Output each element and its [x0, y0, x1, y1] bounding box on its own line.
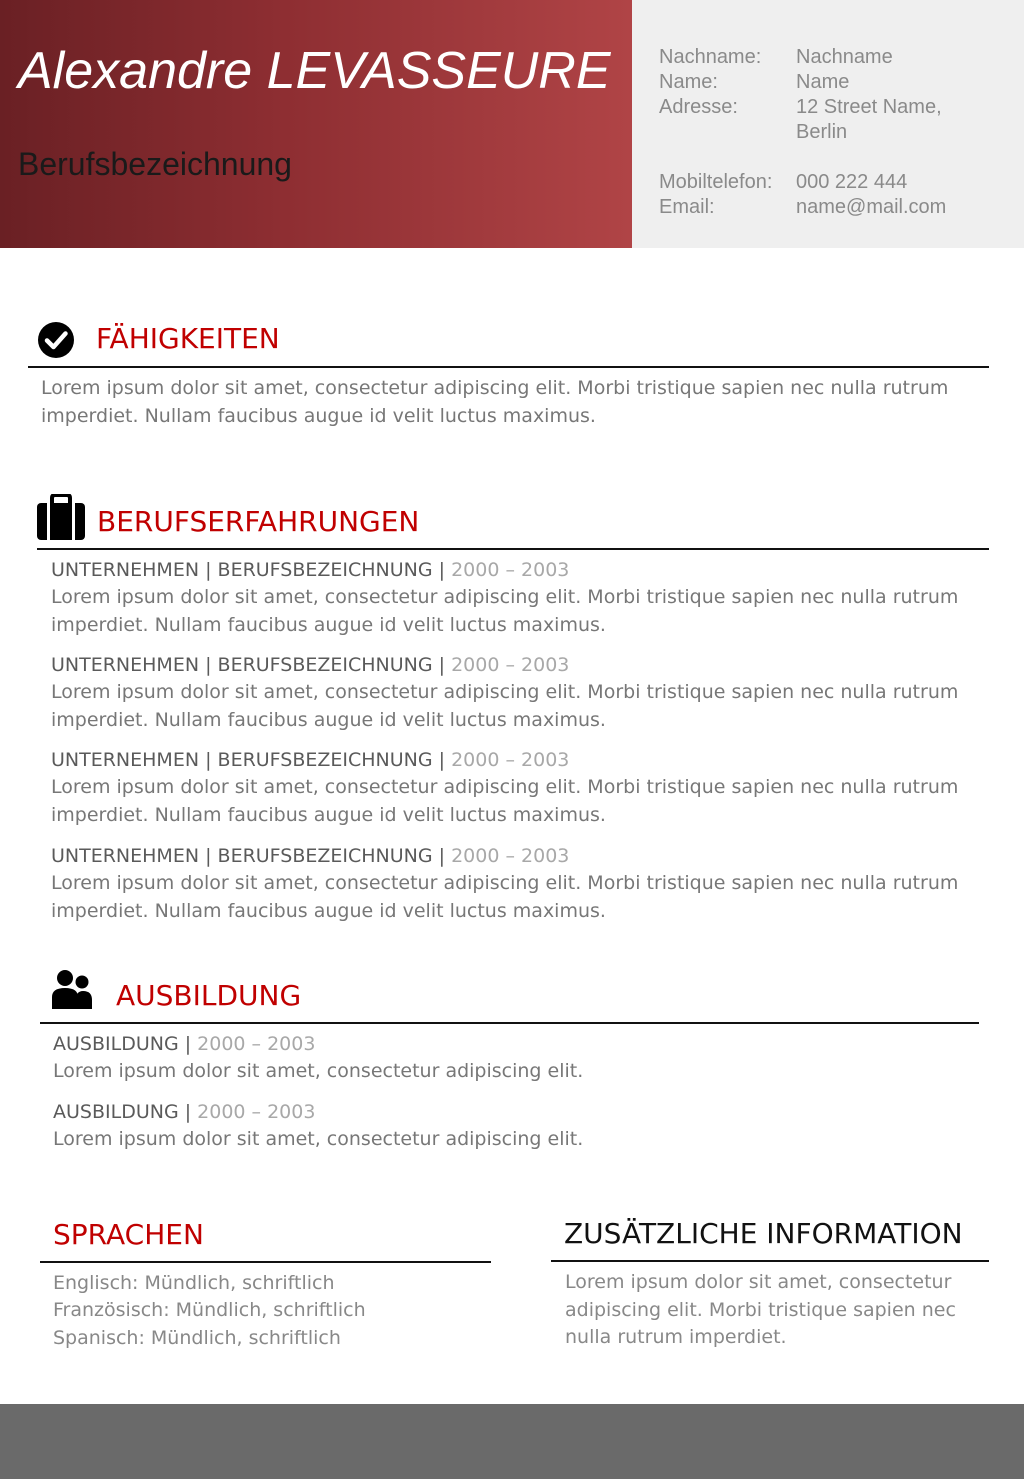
- education-entry-text: Lorem ipsum dolor sit amet, consectetur adipiscing elit.: [53, 1128, 584, 1150]
- education-entry-text: Lorem ipsum dolor sit amet, consectetur adipiscing elit.: [53, 1060, 584, 1082]
- education-divider: [40, 1022, 979, 1024]
- header-band: [0, 0, 632, 248]
- contact-label: Email:: [659, 196, 715, 218]
- language-item: Spanisch: Mündlich, schriftlich: [53, 1327, 341, 1349]
- contact-label: Nachname:: [659, 46, 762, 68]
- entry-dates: 2000 – 2003: [451, 749, 570, 771]
- contact-label: Adresse:: [659, 96, 738, 118]
- contact-value: 12 Street Name,: [796, 96, 942, 118]
- contact-value: 000 222 444: [796, 171, 908, 193]
- experience-entry-head: [51, 843, 569, 871]
- additional-info-text: Lorem ipsum dolor sit amet, consectetur adipiscing elit. Morbi tristique sapien nec nulla rutrum imperdiet.: [565, 1271, 956, 1348]
- entry-company-title: UNTERNEHMEN | BERUFSBEZEICHNUNG |: [51, 559, 446, 581]
- experience-entry-text: Lorem ipsum dolor sit amet, consectetur adipiscing elit. Morbi tristique sapien nec nulla rutrum imperdiet. Nullam faucibus augue id velit luctus maximus.: [51, 681, 959, 731]
- job-title: Berufsbezeichnung: [18, 146, 292, 182]
- experience-divider: [37, 548, 989, 550]
- footer-bar: [0, 1404, 1024, 1479]
- candidate-name: Alexandre LEVASSEURE: [18, 42, 611, 100]
- contact-value: Berlin: [796, 121, 848, 143]
- language-item: Französisch: Mündlich, schriftlich: [53, 1299, 366, 1321]
- languages-title: SPRACHEN: [53, 1218, 204, 1251]
- contact-label: Name:: [659, 71, 718, 93]
- skills-divider: [28, 366, 989, 368]
- education-entry-head: [53, 1031, 315, 1059]
- people-icon: [52, 969, 92, 1009]
- education-title: AUSBILDUNG: [116, 979, 302, 1012]
- entry-dates: 2000 – 2003: [197, 1101, 316, 1123]
- contact-value: name@mail.com: [796, 196, 947, 218]
- education-entry-head: [53, 1099, 315, 1127]
- contact-panel: [632, 0, 1024, 248]
- skills-text: Lorem ipsum dolor sit amet, consectetur adipiscing elit. Morbi tristique sapien nec nulla rutrum imperdiet. Nullam faucibus augue id velit luctus maximus.: [41, 377, 949, 427]
- checkmark-circle-icon: [37, 321, 75, 359]
- entry-company-title: UNTERNEHMEN | BERUFSBEZEICHNUNG |: [51, 845, 446, 867]
- entry-company-title: UNTERNEHMEN | BERUFSBEZEICHNUNG |: [51, 749, 446, 771]
- entry-dates: 2000 – 2003: [451, 654, 570, 676]
- experience-entry-head: [51, 652, 569, 680]
- entry-dates: 2000 – 2003: [451, 845, 570, 867]
- experience-entry-head: [51, 557, 569, 585]
- experience-title: BERUFSERFAHRUNGEN: [97, 505, 420, 538]
- experience-entry-text: Lorem ipsum dolor sit amet, consectetur adipiscing elit. Morbi tristique sapien nec nulla rutrum imperdiet. Nullam faucibus augue id velit luctus maximus.: [51, 872, 959, 922]
- entry-degree: AUSBILDUNG |: [53, 1033, 192, 1055]
- experience-entry-text: Lorem ipsum dolor sit amet, consectetur adipiscing elit. Morbi tristique sapien nec nulla rutrum imperdiet. Nullam faucibus augue id velit luctus maximus.: [51, 776, 959, 826]
- entry-dates: 2000 – 2003: [197, 1033, 316, 1055]
- skills-title: FÄHIGKEITEN: [96, 322, 280, 355]
- briefcase-icon: [37, 494, 85, 540]
- language-item: Englisch: Mündlich, schriftlich: [53, 1272, 335, 1294]
- entry-degree: AUSBILDUNG |: [53, 1101, 192, 1123]
- entry-company-title: UNTERNEHMEN | BERUFSBEZEICHNUNG |: [51, 654, 446, 676]
- experience-entry-text: Lorem ipsum dolor sit amet, consectetur adipiscing elit. Morbi tristique sapien nec nulla rutrum imperdiet. Nullam faucibus augue id velit luctus maximus.: [51, 586, 959, 636]
- entry-dates: 2000 – 2003: [451, 559, 570, 581]
- contact-label: Mobiltelefon:: [659, 171, 773, 193]
- languages-divider: [40, 1261, 491, 1263]
- additional-info-divider: [551, 1260, 989, 1262]
- contact-value: Name: [796, 71, 850, 93]
- experience-entry-head: [51, 747, 569, 775]
- contact-value: Nachname: [796, 46, 893, 68]
- additional-info-title: ZUSÄTZLICHE INFORMATION: [564, 1217, 963, 1250]
